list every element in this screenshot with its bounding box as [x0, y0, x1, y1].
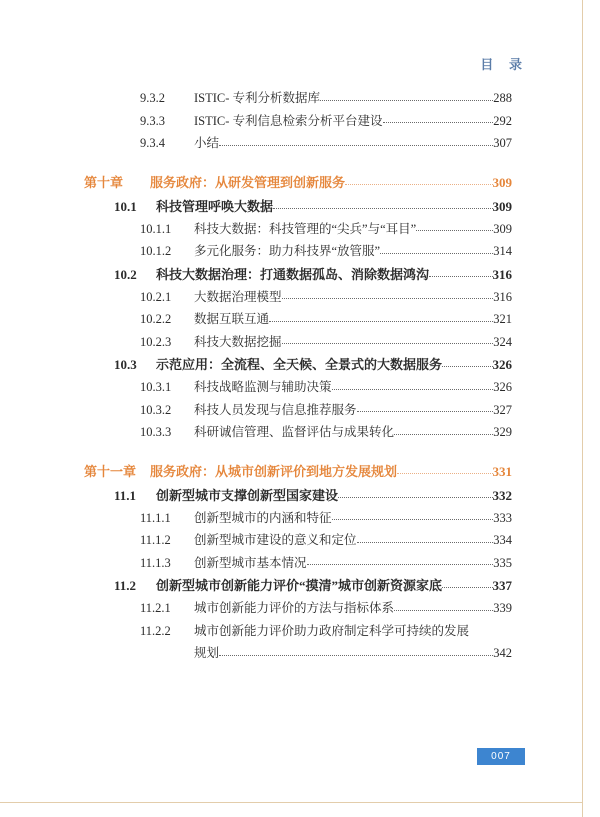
toc-entry-number: 10.2.3	[140, 334, 172, 349]
toc-entry[interactable]	[84, 625, 512, 638]
toc-entry[interactable]	[84, 200, 512, 213]
toc-leader-dots	[282, 291, 494, 304]
toc-entry-page: 335	[493, 555, 512, 570]
toc-entry-page: 316	[492, 266, 512, 282]
toc-entry[interactable]	[84, 557, 512, 570]
toc-entry-number: 10.1.2	[140, 244, 172, 258]
toc-entry-number: 9.3.4	[140, 136, 165, 150]
toc-entry[interactable]	[84, 602, 512, 615]
toc-entry-title: 大数据治理模型	[194, 289, 282, 304]
toc-entry[interactable]	[84, 313, 512, 326]
toc-leader-dots	[442, 358, 492, 371]
toc-leader-dots	[357, 404, 494, 417]
toc-entry-page: 309	[492, 198, 512, 214]
toc-leader-dots	[397, 465, 492, 478]
toc-entry-title: 创新型城市创新能力评价“摸清”城市创新资源家底	[156, 578, 443, 593]
toc-entry-title: 科技战略监测与辅助决策	[194, 380, 332, 394]
toc-entry-page: 337	[492, 578, 512, 593]
toc-leader-dots	[320, 92, 493, 105]
toc-entry-title: 创新型城市的内涵和特征	[194, 510, 332, 525]
toc-entry-number: 11.1.2	[140, 533, 171, 547]
toc-entry[interactable]	[84, 534, 512, 547]
toc-entry-page: 288	[493, 91, 512, 105]
toc-entry-page: 314	[493, 244, 512, 258]
toc-entry-title: 城市创新能力评价助力政府制定科学可持续的发展	[194, 623, 470, 638]
page-number-badge: 007	[477, 748, 525, 765]
toc-entry[interactable]	[84, 268, 512, 281]
toc-entry-number: 10.3.3	[140, 425, 172, 439]
toc-entry-page: 309	[492, 174, 512, 190]
toc-entry-number: 9.3.3	[140, 113, 165, 128]
toc-entry-number: 10.2.2	[140, 312, 172, 326]
toc-entry[interactable]	[84, 336, 512, 349]
toc-entry-title: 多元化服务：助力科技界“放管服”	[194, 244, 381, 258]
toc-entry-number: 9.3.2	[140, 91, 165, 105]
toc-entry[interactable]	[84, 512, 512, 525]
toc-entry-page: 331	[492, 463, 512, 479]
toc-entry-page: 316	[493, 289, 512, 304]
toc-entry[interactable]	[84, 245, 512, 258]
toc-entry-title: 科技大数据：科技管理的“尖兵”与“耳目”	[194, 221, 417, 236]
toc-entry-title: ISTIC- 专利信息检索分析平台建设	[194, 113, 383, 128]
toc-entry[interactable]	[84, 291, 512, 304]
toc-entry-title: 创新型城市建设的意义和定位	[194, 533, 357, 547]
toc-entry-number: 11.1.1	[140, 510, 171, 525]
toc-entry-number: 10.1.1	[140, 221, 172, 236]
toc-entry-number: 10.3.2	[140, 402, 172, 417]
toc-entry-title: 城市创新能力评价的方法与指标体系	[194, 601, 395, 615]
toc-leader-dots	[269, 313, 493, 326]
toc-entry-title: 科技人员发现与信息推荐服务	[194, 402, 357, 417]
running-header: 目 录	[480, 57, 528, 72]
toc-entry-number: 10.2	[114, 266, 137, 282]
toc-entry-page: 333	[493, 510, 512, 525]
toc-entry-title: 小结	[194, 136, 220, 150]
toc-leader-dots	[442, 579, 492, 592]
toc-leader-dots	[307, 557, 494, 570]
toc-entry-title: 示范应用：全流程、全天候、全景式的大数据服务	[156, 357, 443, 372]
toc-entry-page: 339	[493, 601, 512, 615]
toc-entry[interactable]	[84, 92, 512, 105]
page-border-bottom	[0, 802, 582, 803]
toc-entry-title: 服务政府：从城市创新评价到地方发展规划	[150, 463, 398, 479]
toc-leader-dots	[282, 336, 494, 349]
toc-entry[interactable]	[84, 426, 512, 439]
page-border-right	[582, 0, 583, 817]
toc-leader-dots	[338, 489, 492, 502]
toc-leader-dots	[219, 647, 493, 660]
toc-entry[interactable]	[84, 404, 512, 417]
toc-entry-title: ISTIC- 专利分析数据库	[194, 91, 321, 105]
toc-entry-title: 规划	[194, 646, 220, 660]
toc-entry-title: 创新型城市支撑创新型国家建设	[156, 487, 339, 503]
toc-entry-title: 数据互联互通	[194, 312, 270, 326]
toc-leader-dots	[332, 381, 494, 394]
toc-entry-title: 科技管理呼唤大数据	[156, 198, 274, 214]
toc-entry-page: 321	[493, 312, 512, 326]
toc-leader-dots	[416, 223, 493, 236]
toc-entry-number: 10.3.1	[140, 380, 172, 394]
toc-leader-dots	[357, 534, 494, 547]
toc-entry-number: 10.1	[114, 198, 137, 214]
toc-leader-dots	[394, 602, 493, 615]
toc-entry[interactable]	[84, 647, 512, 660]
toc-entry[interactable]	[84, 358, 512, 371]
toc-entry-page: 324	[493, 334, 512, 349]
toc-entry-number: 11.1.3	[140, 555, 171, 570]
toc-entry-page: 326	[493, 380, 512, 394]
toc-entry[interactable]	[84, 137, 512, 150]
toc-entry-page: 327	[493, 402, 512, 417]
toc-entry-number: 10.2.1	[140, 289, 172, 304]
toc-entry-title: 科研诚信管理、监督评估与成果转化	[194, 425, 395, 439]
toc-leader-dots	[332, 512, 494, 525]
toc-leader-dots	[219, 137, 493, 150]
toc-entry-number: 11.2.2	[140, 623, 171, 638]
toc-leader-dots	[273, 200, 492, 213]
toc-entry-title: 服务政府：从研发管理到创新服务	[150, 174, 346, 190]
toc-entry-title: 科技大数据挖掘	[194, 334, 282, 349]
toc-entry-number: 10.3	[114, 357, 137, 372]
toc-entry[interactable]	[84, 489, 512, 502]
toc-entry-page: 334	[493, 533, 512, 547]
toc-leader-dots	[429, 268, 492, 281]
toc-entry-page: 329	[493, 425, 512, 439]
toc-entry-page: 309	[493, 221, 512, 236]
toc-entry-number: 第十章	[84, 174, 124, 190]
toc-entry[interactable]	[84, 176, 512, 189]
toc-entry-page: 292	[493, 113, 512, 128]
toc-entry-number: 第十一章	[84, 463, 137, 479]
toc-entry-number: 11.2.1	[140, 601, 171, 615]
toc-entry-title: 科技大数据治理：打通数据孤岛、消除数据鸿沟	[156, 266, 430, 282]
table-of-contents	[84, 92, 512, 670]
toc-entry[interactable]	[84, 381, 512, 394]
toc-entry-page: 326	[492, 357, 512, 372]
toc-leader-dots	[394, 426, 493, 439]
toc-entry[interactable]	[84, 465, 512, 478]
toc-entry[interactable]	[84, 579, 512, 592]
toc-entry-page: 307	[493, 136, 512, 150]
toc-entry-number: 11.2	[114, 578, 137, 593]
toc-entry-title: 创新型城市基本情况	[194, 555, 307, 570]
toc-entry-page: 342	[493, 646, 512, 660]
toc-entry-number: 11.1	[114, 487, 137, 503]
toc-entry[interactable]	[84, 223, 512, 236]
toc-leader-dots	[345, 176, 492, 189]
toc-entry-page: 332	[492, 487, 512, 503]
toc-leader-dots	[383, 115, 494, 128]
toc-leader-dots	[380, 245, 493, 258]
toc-entry[interactable]	[84, 115, 512, 128]
